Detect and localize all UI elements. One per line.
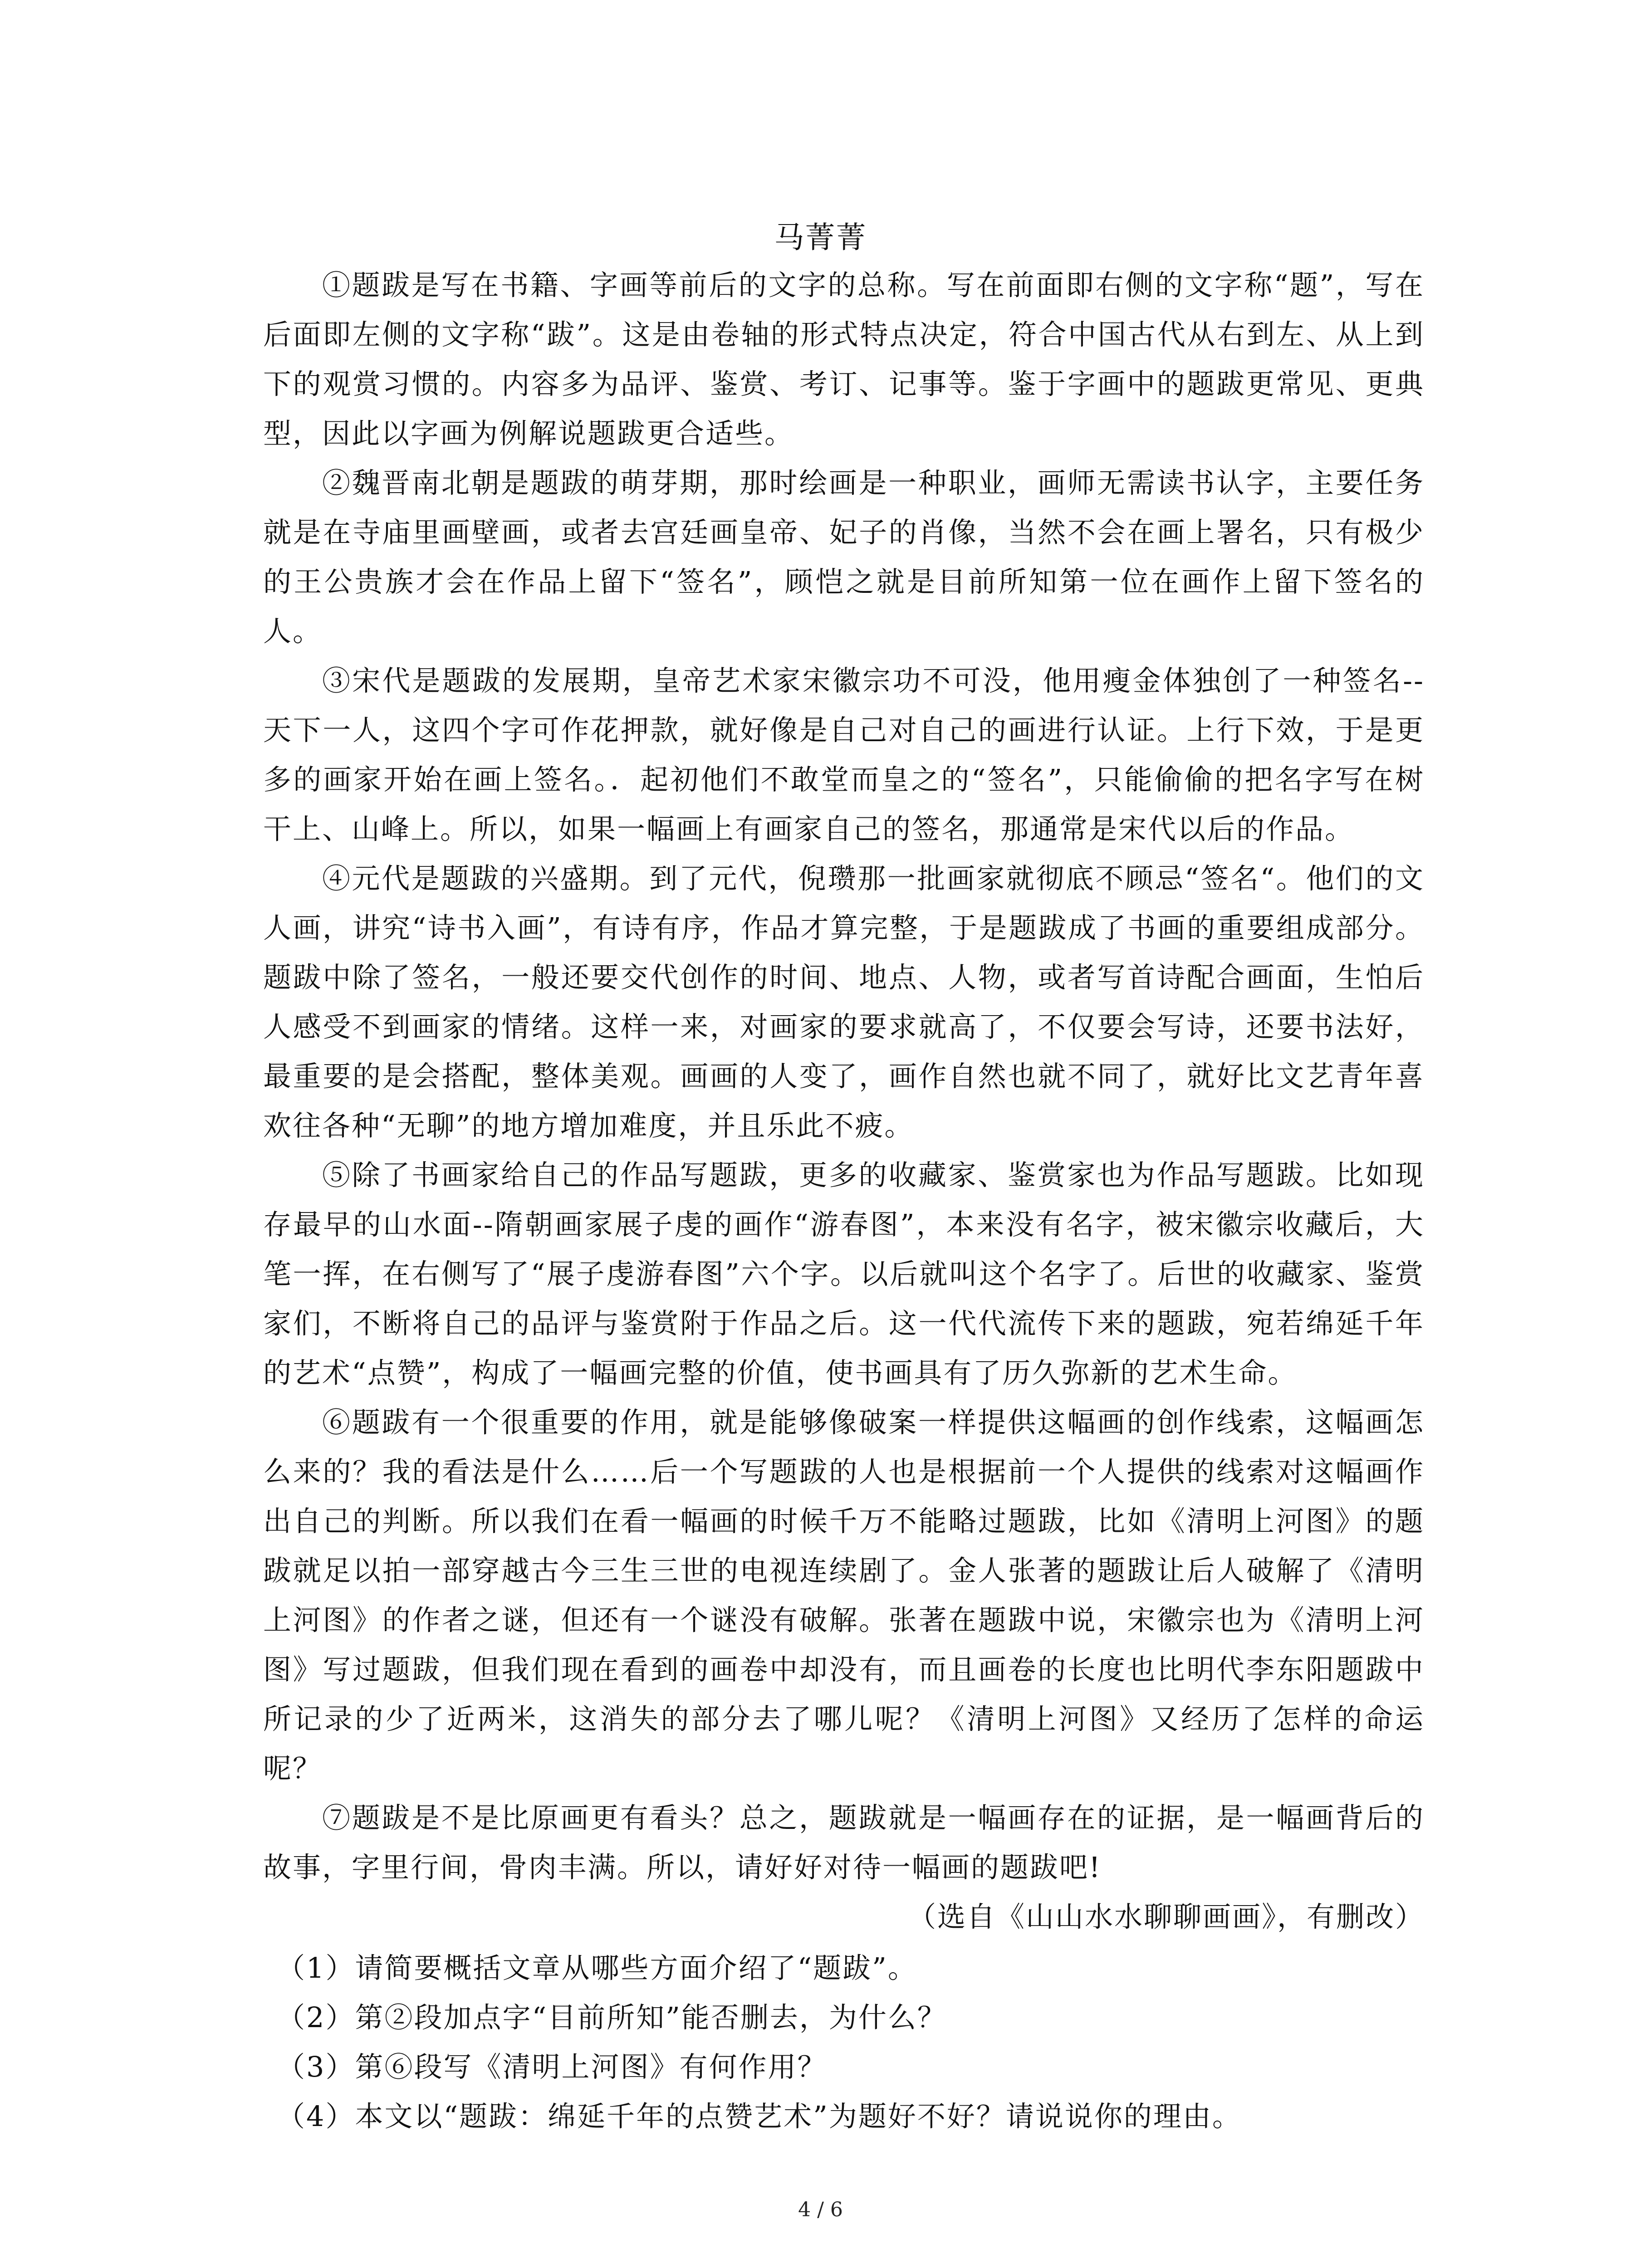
paragraph-7: ⑦题跋是不是比原画更有看头？总之，题跋就是一幅画存在的证据，是一幅画背后的故事，字里行间，骨肉丰满。所以，请好好对待一幅画的题跋吧!: [263, 1801, 1425, 1884]
paragraph-2: ②魏晋南北朝是题跋的萌芽期，那时绘画是一种职业，画师无需读书认字，主要任务就是在寺庙里画壁画，或者去宫廷画皇帝、妃子的肖像，当然不会在画上署名，只有极少的王公贵族才会在作品上留下“签名”，顾恺之就是目前所知第一位在画作上留下签名的人。: [263, 466, 1425, 648]
question-3: （3）第⑥段写《清明上河图》有何作用？: [277, 2050, 827, 2083]
page-number: 4 / 6: [798, 2198, 843, 2221]
question-list: [263, 1943, 1425, 2141]
paragraph-4: ④元代是题跋的兴盛期。到了元代，倪瓒那一批画家就彻底不顾忌“签名“。他们的文人画，讲究“诗书入画”，有诗有序，作品才算完整，于是题跋成了书画的重要组成部分。题跋中除了签名，一般还要交代创作的时间、地点、人物，或者写首诗配合画面，生怕后人感受不到画家的情绪。这样一来，对画家的要求就高了，不仅要会写诗，还要书法好，最重要的是会搭配，整体美观。画画的人变了，画作自然也就不同了，就好比文艺青年喜欢往各种“无聊”的地方增加难度，并且乐此不疲。: [263, 862, 1425, 1142]
paragraph-1: ①题跋是写在书籍、字画等前后的文字的总称。写在前面即右侧的文字称“题”，写在后面即左侧的文字称“跋”。这是由卷轴的形式特点决定，符合中国古代从右到左、从上到下的观赏习惯的。内容多为品评、鉴赏、考订、记事等。鉴于字画中的题跋更常见、更典型，因此以字画为例解说题跋更合适些。: [263, 269, 1425, 450]
paragraph-6: ⑥题跋有一个很重要的作用，就是能够像破案一样提供这幅画的创作线索，这幅画怎么来的？我的看法是什么……后一个写题跋的人也是根据前一个人提供的线索对这幅画作出自己的判断。所以我们在看一幅画的时候千万不能略过题跋，比如《清明上河图》的题跋就足以拍一部穿越古今三生三世的电视连续剧了。金人张著的题跋让后人破解了《清明上河图》的作者之谜，但还有一个谜没有破解。张著在题跋中说，宋徽宗也为《清明上河图》写过题跋，但我们现在看到的画卷中却没有，而且画卷的长度也比明代李东阳题跋中所记录的少了近两米，这消失的部分去了哪儿呢？《清明上河图》又经历了怎样的命运呢？: [263, 1406, 1425, 1785]
paragraph-5: ⑤除了书画家给自己的作品写题跋，更多的收藏家、鉴赏家也为作品写题跋。比如现存最早的山水面--隋朝画家展子虔的画作“游春图”，本来没有名字，被宋徽宗收藏后，大笔一挥，在右侧写了“展子虔游春图”六个字。以后就叫这个名字了。后世的收藏家、鉴赏家们，不断将自己的品评与鉴赏附于作品之后。这一代代流传下来的题跋，宛若绵延千年的艺术“点赞”，构成了一幅画完整的价值，使书画具有了历久弥新的艺术生命。: [263, 1158, 1425, 1389]
source-citation: （选自《山山水水聊聊画画》，有删改）: [907, 1900, 1425, 1933]
question-2: （2）第②段加点字“目前所知”能否删去，为什么？: [277, 2001, 947, 2034]
question-4: （4）本文以“题跋：绵延千年的点赞艺术”为题好不好？请说说你的理由。: [277, 2100, 1242, 2133]
author-name: 马菁菁: [774, 220, 867, 255]
article-body: [263, 260, 1425, 2141]
question-1: （1）请简要概括文章从哪些方面介绍了“题跋”。: [277, 1951, 917, 1984]
paragraph-3: ③宋代是题跋的发展期，皇帝艺术家宋徽宗功不可没，他用瘦金体独创了一种签名--天下一人，这四个字可作花押款，就好像是自己对自己的画进行认证。上行下效，于是更多的画家开始在画上签名。．起初他们不敢堂而皇之的“签名”，只能偷偷的把名字写在树干上、山峰上。所以，如果一幅画上有画家自己的签名，那通常是宋代以后的作品。: [263, 664, 1425, 846]
